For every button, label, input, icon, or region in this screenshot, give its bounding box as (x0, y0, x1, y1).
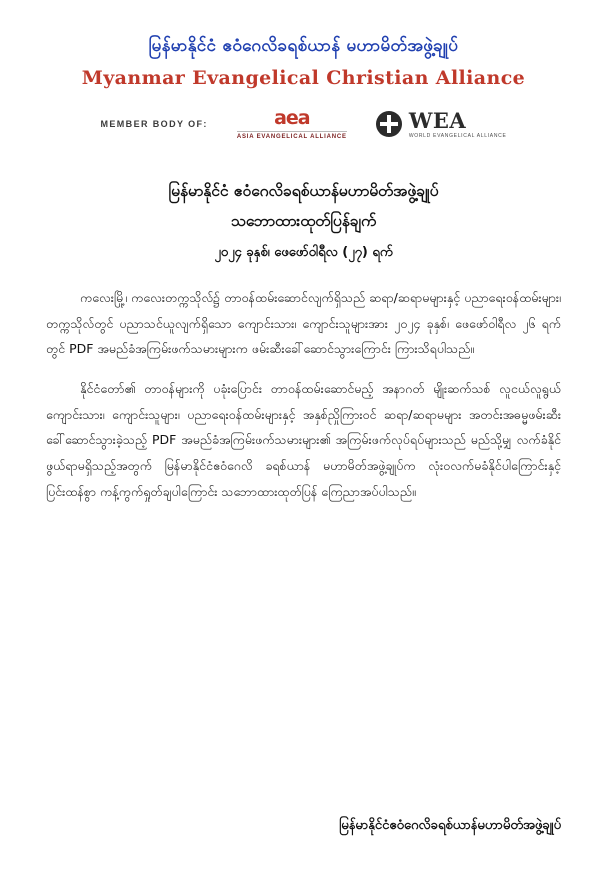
page-title: မြန်မာနိုင်ငံ ဧဝံဂေလိခရစ်ယာန်မဟာမိတ်အဖွဲ့ချုပ် (168, 181, 439, 200)
wea-logo (376, 107, 507, 139)
page-subtitle: သဘောထားထုတ်ပြန်ချက် (230, 211, 377, 230)
member-body-row (46, 106, 561, 140)
wea-cross-icon (376, 111, 402, 137)
wea-logo-caption: WORLD EVANGELICAL ALLIANCE (408, 132, 507, 139)
wea-title: WEA (408, 107, 467, 133)
statement-date: ၂၀၂၄ ခုနှစ်၊ ဖေဖော်ဝါရီလ (၂၇) ရက် (214, 245, 393, 261)
aea-logo-caption: ASIA EVANGELICAL ALLIANCE (237, 131, 347, 140)
aea-wordmark-icon: aea (274, 106, 310, 129)
statement-body (46, 285, 561, 504)
member-body-label: MEMBER BODY OF: (100, 119, 208, 129)
letterhead (46, 34, 561, 89)
organization-name-myanmar: မြန်မာနိုင်ငံ ဧဝံဂေလိခရစ်ယာန် မဟာမိတ်အဖွဲ့ချုပ် (148, 36, 459, 56)
paragraph: နိုင်ငံတော်၏ တာဝန်များကို ပခုံးပြောင်း တာဝန်ထမ်းဆောင်မည့် အနာဂတ် မျိုးဆက်သစ် လူငယ်လူရွယ် ကျောင်းသား၊ ကျောင်းသူများ၊ ပညာရေးဝန်ထမ်းများနှင့် အနှစ်ညှိုကြားဝင် ဆရာ/ဆရာမများ အတင်းအဓမ္မဖမ်းဆီးခေါ်ဆောင်သွားခဲ့သည့် PDF အမည်ခံအကြမ်းဖက်သမားများ၏ အကြမ်းဖက်လုပ်ရပ်များသည် မည်သို့မျှ လက်ခံနိုင်ဖွယ်ရာမရှိသည့်အတွက် မြန်မာနိုင်ငံဧဝံဂေလိ ခရစ်ယာန် မဟာမိတ်အဖွဲ့ချုပ်က လုံးဝလက်မခံနိုင်ပါကြောင်းနှင့် ပြင်းထန်စွာ ကန့်ကွက်ရှုတ်ချပါကြောင်း သဘောထားထုတ်ပြန် ကြေညာအပ်ပါသည်။ (46, 381, 561, 499)
signature-block: မြန်မာနိုင်ငံဧဝံဂေလိခရစ်ယာန်မဟာမိတ်အဖွဲ့ချုပ် (339, 818, 561, 833)
paragraph: ကလေးမြို့၊ ကလေးတက္ကသိုလ်၌ တာဝန်ထမ်းဆောင်လျက်ရှိသည် ဆရာ/ဆရာမများနှင့် ပညာရေးဝန်ထမ်းများ၊ တက္ကသိုလ်တွင် ပညာသင်ယူလျက်ရှိသော ကျောင်းသား၊ ကျောင်းသူများအား ၂၀၂၄ ခုနှစ်၊ ဖေဖော်ဝါရီလ ၂၆ ရက်တွင် PDF အမည်ခံအကြမ်းဖက်သမားများက ဖမ်းဆီးခေါ်ဆောင်သွားကြောင်း ကြားသိရပါသည်။ (46, 290, 561, 357)
wea-wordmark (408, 107, 507, 139)
organization-name-english: Myanmar Evangelical Christian Alliance (81, 66, 526, 89)
aea-logo (226, 106, 358, 140)
